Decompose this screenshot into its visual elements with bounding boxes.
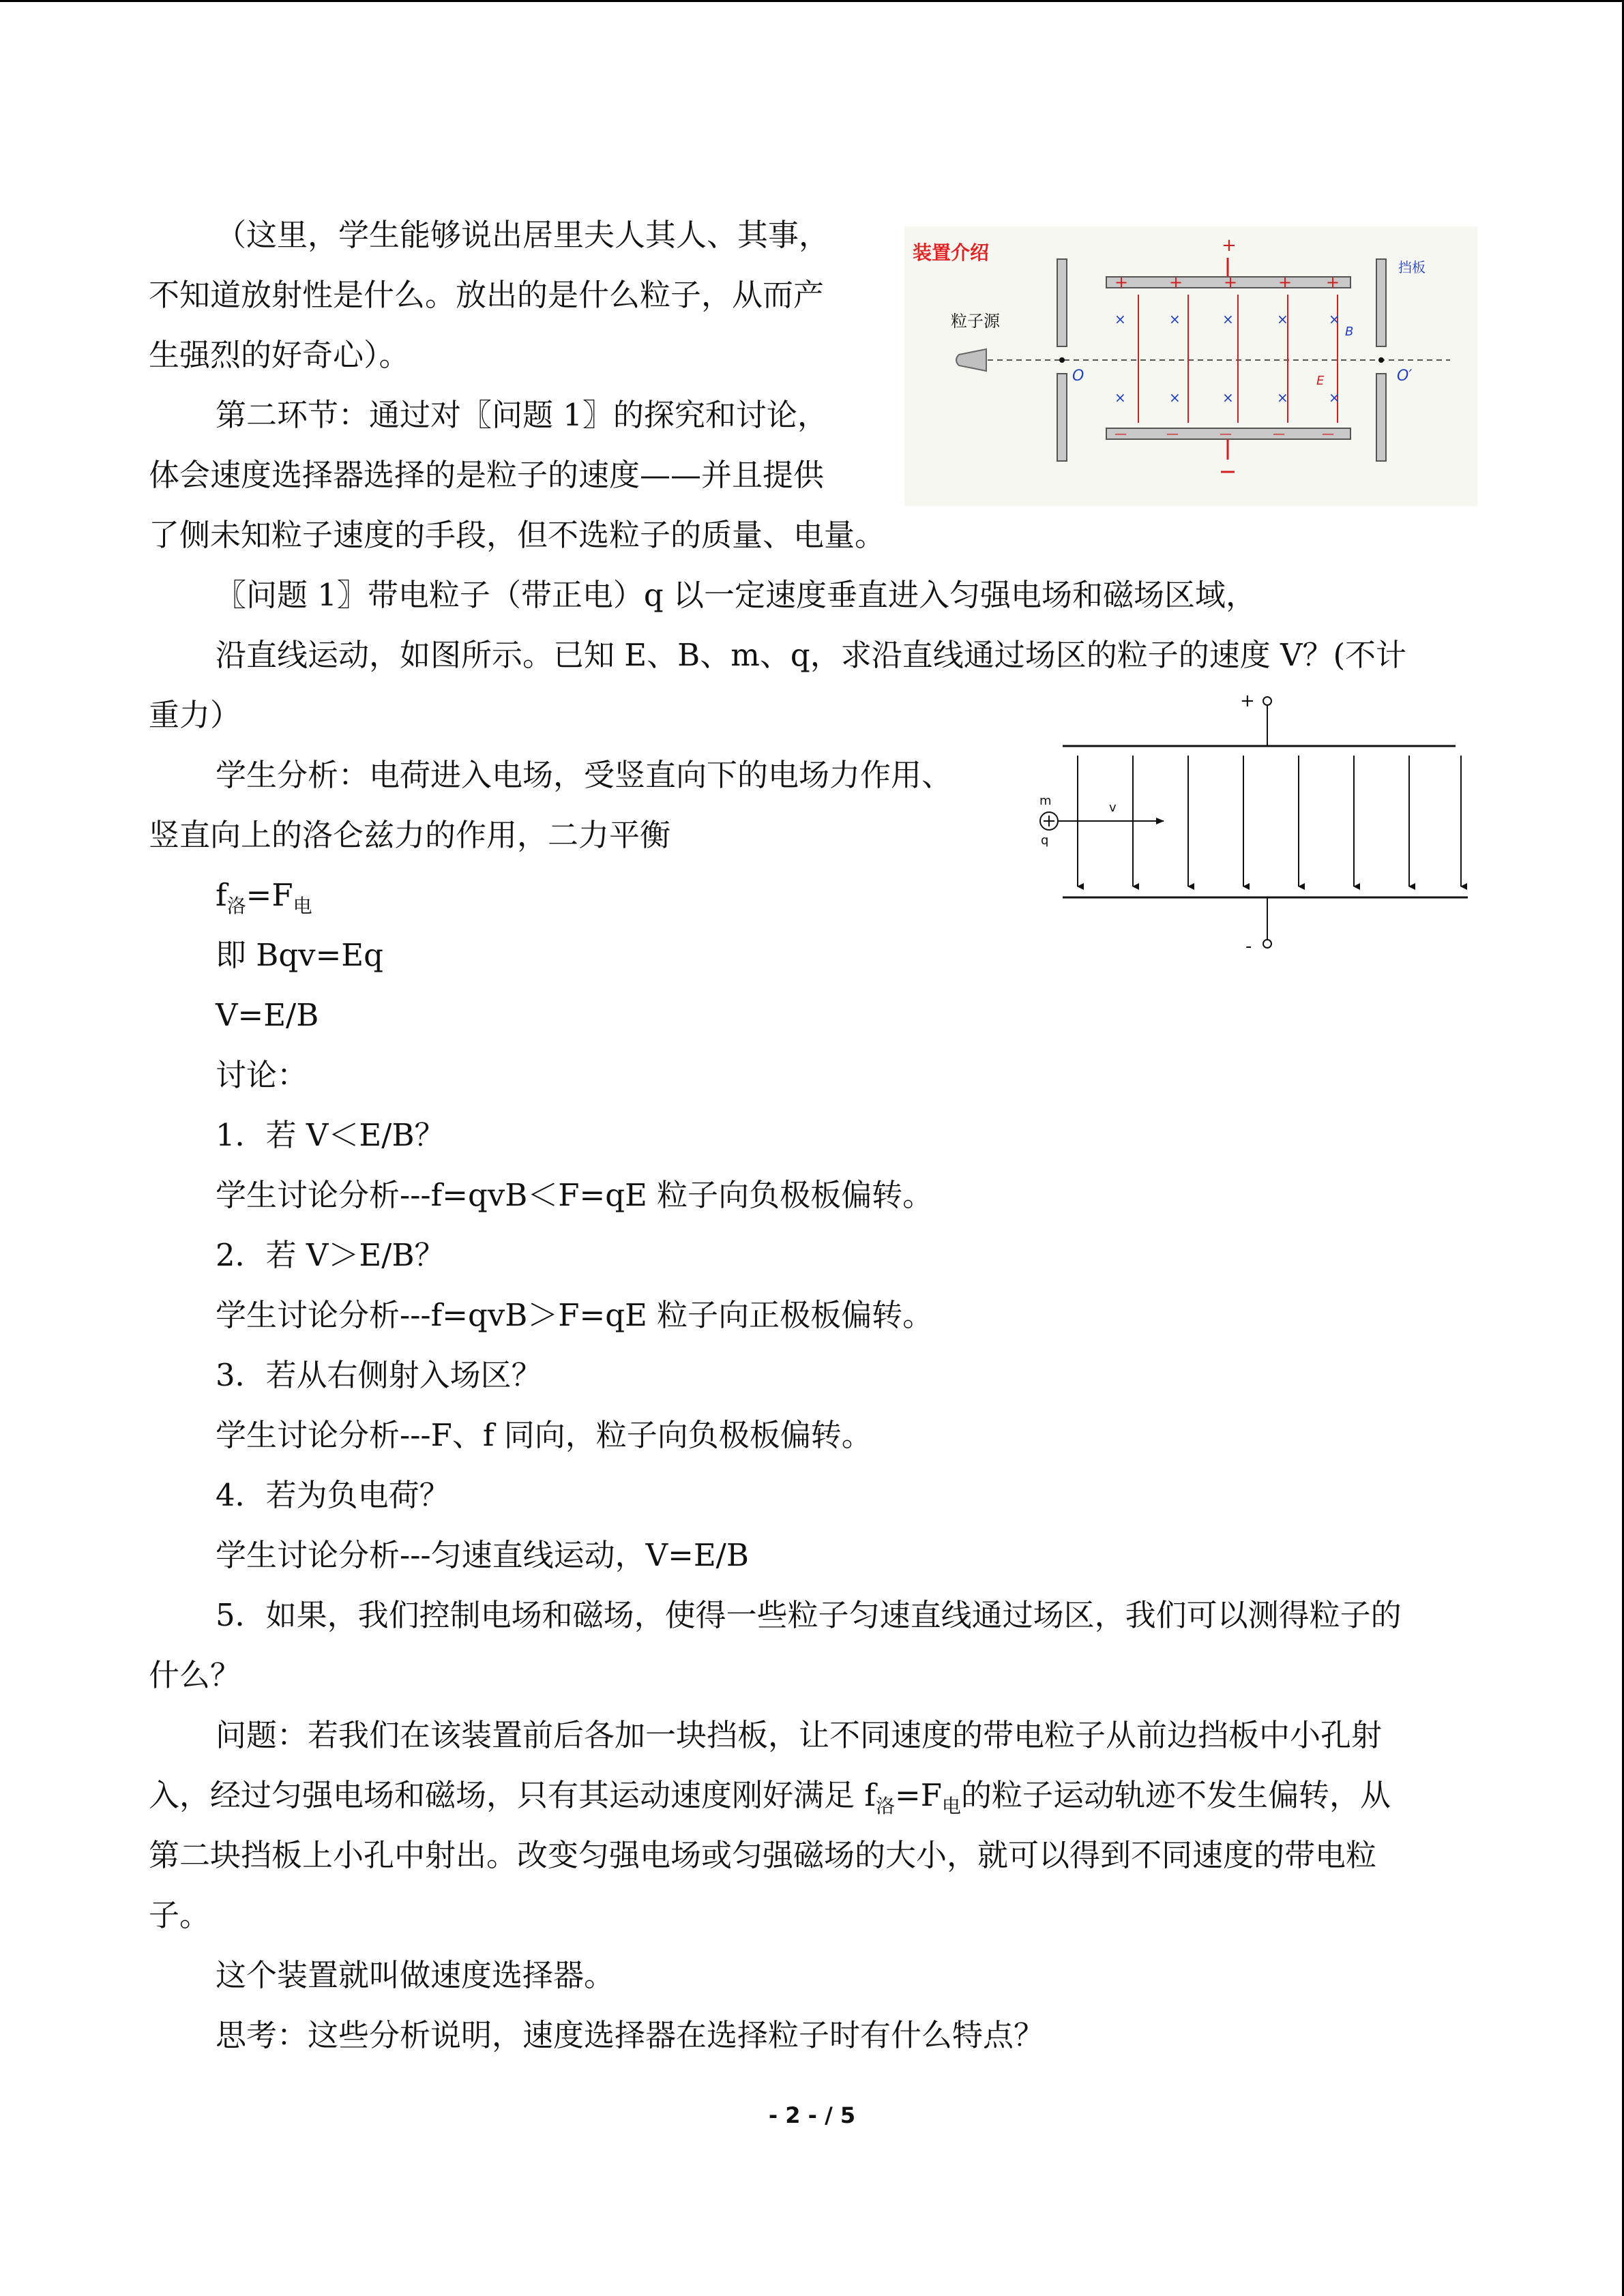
top-terminal-plus: +: [1222, 235, 1237, 256]
top-plate-plus: +: [1169, 273, 1183, 292]
analysis-line-1: 学生分析：电荷进入电场，受竖直向下的电场力作用、: [216, 757, 953, 793]
discussion-line-1: 1．若 V＜E/B？: [216, 1117, 445, 1153]
discussion-line-3: 2．若 V＞E/B？: [216, 1237, 445, 1273]
para-stage2-line-2: 体会速度选择器选择的是粒子的速度——并且提供: [149, 457, 825, 493]
right-hole-dot: [1378, 357, 1384, 363]
fig2-bottom-terminal: [1263, 940, 1271, 948]
para-intro-line-1: （这里，学生能够说出居里夫人其人、其事，: [216, 217, 830, 253]
question1-line-1: 〖问题 1〗带电粒子（带正电）q 以一定速度垂直进入匀强电场和磁场区域，: [216, 577, 1257, 613]
problem-line-2: 入，经过匀强电场和磁场，只有其运动速度刚好满足 $f_洛=F_电$的粒子运动轨迹不发生偏转，从: [149, 1777, 1391, 1817]
b-field-cross: ×: [1277, 389, 1288, 406]
bottom-plate-minus: —: [1220, 427, 1232, 441]
discussion-line-6: 学生讨论分析---F、f 同向，粒子向负极板偏转。: [216, 1417, 872, 1453]
o-label: O: [1072, 368, 1084, 385]
top-plate-plus: +: [1278, 273, 1293, 292]
b-field-cross: ×: [1222, 389, 1234, 406]
charged-particle-field-figure: [1027, 682, 1477, 961]
left-baffle-upper: [1057, 259, 1067, 346]
page-number: - 2 - / 5: [768, 2102, 856, 2128]
discussion-line-8: 学生讨论分析---匀速直线运动，V=E/B: [216, 1537, 749, 1573]
particle-source-label: 粒子源: [951, 312, 1000, 331]
item5-line-2: 什么？: [149, 1657, 241, 1693]
page-border-top: [0, 0, 1624, 2]
bottom-plate-minus: —: [1114, 427, 1127, 441]
velocity-selector-apparatus-figure: [904, 226, 1477, 506]
item5-line-1: 5．如果，我们控制电场和磁场，使得一些粒子匀速直线通过场区，我们可以测得粒子的: [216, 1597, 1402, 1633]
discussion-line-7: 4．若为负电荷？: [216, 1477, 450, 1513]
o-prime-label: O′: [1397, 368, 1413, 385]
bottom-plate-minus: —: [1322, 427, 1334, 441]
b-field-cross: ×: [1169, 389, 1181, 406]
bottom-plate-minus: —: [1273, 427, 1285, 441]
analysis-line-2: 竖直向上的洛仑兹力的作用，二力平衡: [149, 817, 671, 853]
left-baffle-lower: [1057, 374, 1067, 461]
discussion-line-2: 学生讨论分析---f=qvB＜F=qE 粒子向负极板偏转。: [216, 1177, 934, 1213]
right-baffle-lower: [1376, 374, 1386, 461]
b-field-cross: ×: [1329, 389, 1340, 406]
formula-force-balance: $f_洛=F_电$: [216, 877, 312, 917]
b-field-cross: ×: [1329, 311, 1340, 327]
top-plate-plus: +: [1326, 273, 1340, 292]
para-intro-line-2: 不知道放射性是什么。放出的是什么粒子，从而产: [149, 277, 825, 313]
para-intro-line-3: 生强烈的好奇心）。: [149, 337, 410, 373]
top-plate-plus: +: [1114, 273, 1129, 292]
discussion-title: 讨论：: [216, 1057, 308, 1093]
b-field-cross: ×: [1169, 311, 1181, 327]
fig2-v-label: v: [1109, 801, 1117, 815]
problem-line-3: 第二块挡板上小孔中射出。改变匀强电场或匀强磁场的大小，就可以得到不同速度的带电粒: [149, 1837, 1377, 1873]
fig2-plus-label: +: [1240, 691, 1255, 711]
bottom-plate-minus: —: [1166, 427, 1179, 441]
question1-line-3: 重力）: [149, 697, 241, 733]
problem-line-4: 子。: [149, 1897, 211, 1933]
top-plate-plus: +: [1224, 273, 1238, 292]
figure1-background: [904, 226, 1477, 506]
discussion-line-5: 3．若从右侧射入场区？: [216, 1357, 542, 1393]
e-label: E: [1316, 374, 1325, 388]
figure1-title: 装置介绍: [913, 241, 990, 264]
para-stage2-line-1: 第二环节：通过对〖问题 1〗的探究和讨论，: [216, 397, 828, 433]
fig2-m-label: m: [1039, 794, 1052, 808]
fig2-top-terminal: [1263, 697, 1271, 705]
baffle-label: 挡板: [1398, 259, 1426, 275]
discussion-line-4: 学生讨论分析---f=qvB＞F=qE 粒子向正极板偏转。: [216, 1297, 934, 1333]
formula-velocity: V=E/B: [216, 997, 319, 1033]
fig2-q-label: q: [1041, 833, 1049, 848]
formula-bqv: 即 Bqv=Eq: [216, 937, 383, 973]
right-baffle-upper: [1376, 259, 1386, 346]
think-question: 思考：这些分析说明，速度选择器在选择粒子时有什么特点？: [216, 2017, 1045, 2053]
para-stage2-line-3: 了侧未知粒子速度的手段，但不选粒子的质量、电量。: [149, 517, 886, 553]
b-label: B: [1345, 325, 1354, 339]
conclusion: 这个装置就叫做速度选择器。: [216, 1957, 615, 1993]
b-field-cross: ×: [1114, 311, 1126, 327]
fig2-minus-label: -: [1245, 936, 1252, 957]
left-hole-dot: [1059, 357, 1065, 363]
b-field-cross: ×: [1114, 389, 1126, 406]
problem-line-1: 问题：若我们在该装置前后各加一块挡板，让不同速度的带电粒子从前边挡板中小孔射: [216, 1717, 1383, 1753]
b-field-cross: ×: [1277, 311, 1288, 327]
question1-line-2: 沿直线运动，如图所示。已知 E、B、m、q，求沿直线通过场区的粒子的速度 V？(不计: [216, 637, 1407, 673]
b-field-cross: ×: [1222, 311, 1234, 327]
